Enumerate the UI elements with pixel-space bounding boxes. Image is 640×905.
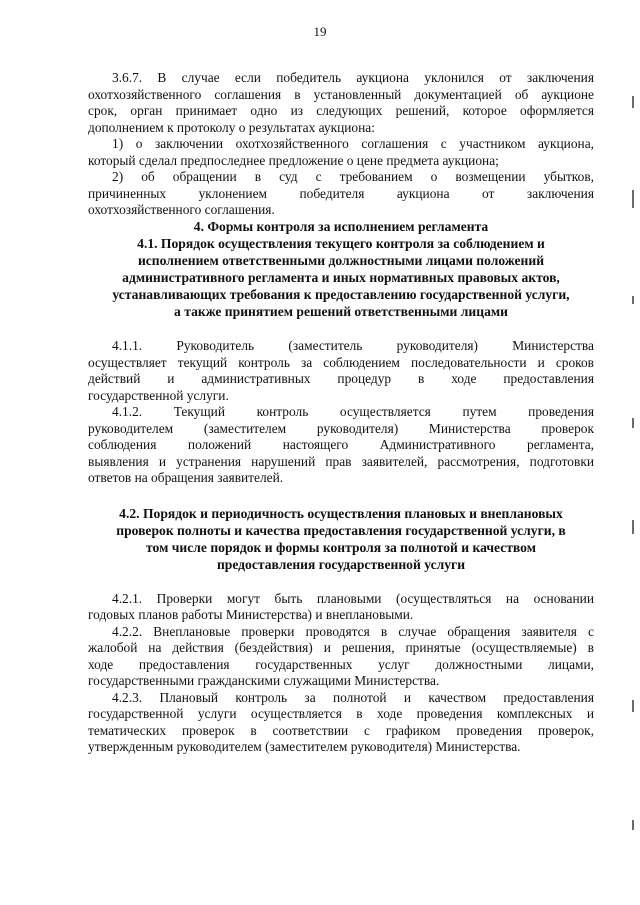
text-line: 3.6.7. В случае если победитель аукциона уклонился от заключения bbox=[112, 70, 594, 85]
heading-line: предоставления государственной услуги bbox=[216, 556, 466, 572]
scan-edge-mark bbox=[632, 418, 634, 428]
text-line: тематических проверок в соответствии с графиком проведения проверок, bbox=[88, 722, 594, 738]
scan-edge-mark bbox=[632, 96, 634, 108]
text-line: 4.1.2. Текущий контроль осуществляется путем проведения bbox=[112, 404, 594, 419]
text-line: срок, орган принимает одно из следующих решений, которое оформляется bbox=[88, 103, 594, 118]
heading-line: а также принятием решений ответственными лицами bbox=[174, 304, 508, 319]
scan-edge-mark bbox=[632, 700, 634, 712]
text-line: утвержденным руководителем (заместителем руководителя) Министерства. bbox=[88, 739, 521, 754]
paragraph-4-1-2 bbox=[88, 404, 594, 487]
text-line: жалобой на действия (бездействия) и решения, принятые (осуществляемые) в bbox=[88, 640, 594, 655]
text-line: 4.2.2. Внеплановые проверки проводятся в случае обращения заявителя с bbox=[112, 623, 594, 639]
text-line: ответов на обращения заявителей. bbox=[88, 470, 284, 485]
subsection-heading-4-1 bbox=[88, 235, 594, 320]
text-line: 1) о заключении охотхозяйственного соглашения с участником аукциона, bbox=[112, 136, 594, 151]
list-item-1 bbox=[88, 136, 594, 169]
heading-line: устанавливающих требования к предоставлению государственной услуги, bbox=[112, 287, 570, 302]
heading-line: исполнением ответственными должностными лицами положений bbox=[137, 253, 545, 268]
section-heading-4: 4. Формы контроля за исполнением регламента bbox=[193, 218, 489, 234]
text-line: ходе предоставления государственных услуг должностными лицами, bbox=[88, 656, 594, 672]
text-line: 4.2.3. Плановый контроль за полнотой и качеством предоставления bbox=[112, 689, 594, 705]
paragraph-3-6-7 bbox=[88, 70, 594, 136]
paragraph-4-2-3 bbox=[88, 690, 594, 756]
page-number: 19 bbox=[313, 24, 327, 39]
text-line: государственной услуги. bbox=[88, 387, 229, 403]
text-line: 4.2.1. Проверки могут быть плановыми (осуществляться на основании bbox=[112, 590, 594, 606]
text-line: 4.1.1. Руководитель (заместитель руководителя) Министерства bbox=[112, 338, 594, 353]
heading-line: 4.2. Порядок и периодичность осуществления плановых и внеплановых bbox=[119, 505, 563, 521]
subsection-heading-4-2 bbox=[88, 505, 594, 573]
paragraph-4-1-1 bbox=[88, 338, 594, 404]
scan-edge-mark bbox=[632, 190, 634, 208]
scan-edge-mark bbox=[632, 520, 634, 534]
text-line: который сделал предпоследнее предложение о цене предмета аукциона; bbox=[88, 152, 499, 168]
text-line: дополнением к протоколу о результатах аукциона: bbox=[88, 119, 375, 135]
text-line: охотхозяйственного соглашения. bbox=[88, 202, 275, 217]
heading-line: том числе порядок и формы контроля за полнотой и качеством bbox=[146, 539, 536, 555]
text-line: причиненных уклонением победителя аукциона от заключения bbox=[88, 185, 594, 201]
paragraph-4-2-2 bbox=[88, 624, 594, 690]
document-body bbox=[88, 70, 594, 756]
text-line: осуществляет текущий контроль за соблюдением последовательности и сроков bbox=[88, 354, 594, 370]
text-line: соблюдения положений настоящего Административного регламента, bbox=[88, 437, 594, 452]
heading-line: 4.1. Порядок осуществления текущего контроля за соблюдением и bbox=[137, 236, 545, 251]
paragraph-4-2-1 bbox=[88, 591, 594, 624]
scan-edge-mark bbox=[632, 820, 634, 830]
text-line: выявления и устранения нарушений прав заявителей, рассмотрения, подготовки bbox=[88, 453, 594, 469]
text-line: действий и административных процедур в ходе предоставления bbox=[88, 371, 594, 386]
text-line: 2) об обращении в суд с требованием о возмещении убытков, bbox=[112, 169, 594, 184]
text-line: государственной услуги осуществляется в ходе проведения комплексных и bbox=[88, 706, 594, 721]
heading-line: проверок полноты и качества предоставления государственной услуги, в bbox=[116, 522, 566, 538]
text-line: руководителем (заместителем руководителя) Министерства проверок bbox=[88, 420, 594, 436]
text-line: годовых планов работы Министерства) и внеплановыми. bbox=[88, 607, 414, 622]
text-line: государственными гражданскими служащими Министерства. bbox=[88, 673, 440, 688]
scan-edge-mark bbox=[632, 296, 634, 304]
text-line: охотхозяйственного соглашения в установленный документацией об аукционе bbox=[88, 86, 594, 102]
list-item-2 bbox=[88, 169, 594, 219]
heading-line: административного регламента и иных нормативных правовых актов, bbox=[122, 270, 560, 285]
